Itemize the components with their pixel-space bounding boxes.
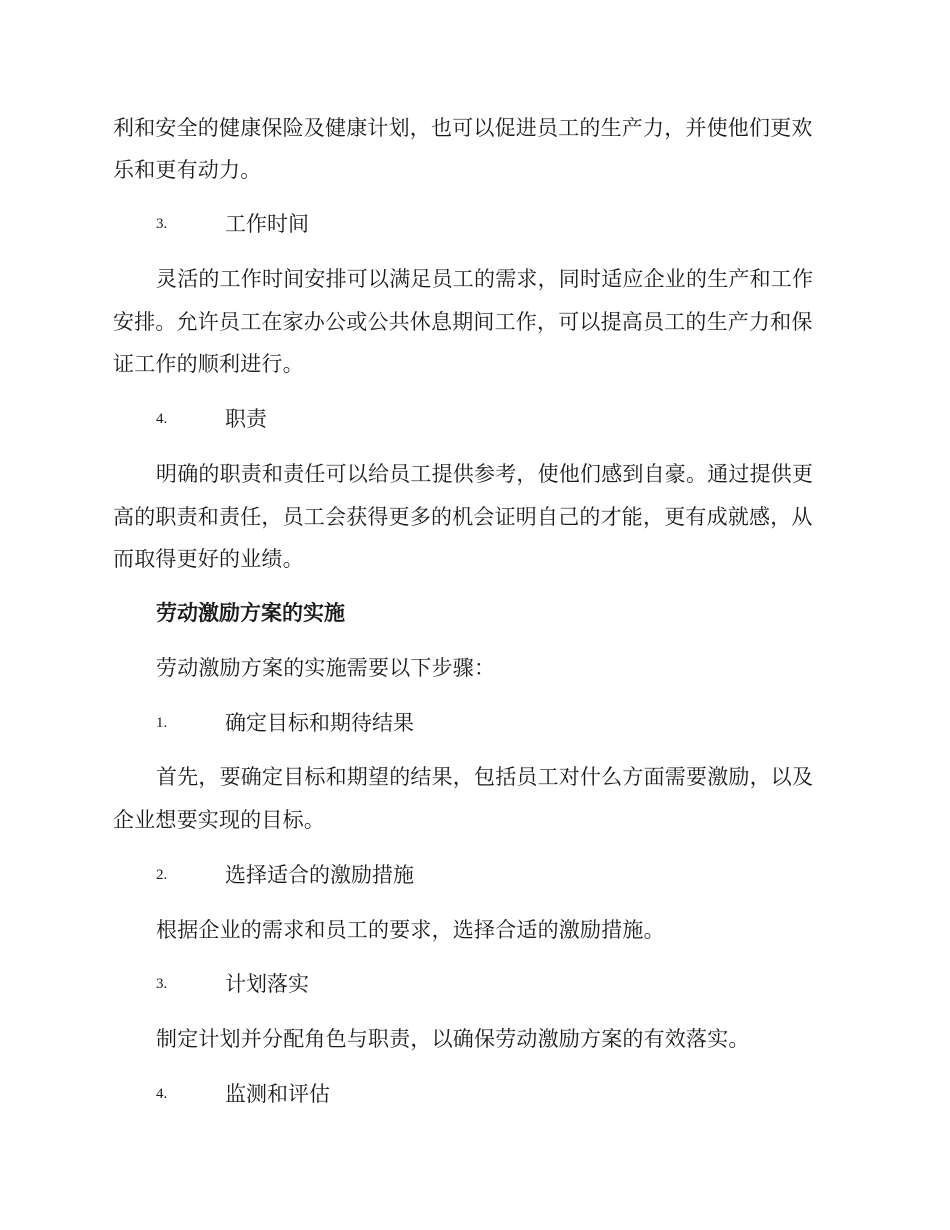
list-item-title: 工作时间 — [225, 212, 309, 236]
section-intro: 劳动激励方案的实施需要以下步骤： — [156, 656, 496, 680]
list-number: 3. — [156, 216, 168, 232]
list-number: 3. — [156, 976, 168, 992]
paragraph-line: 安排。允许员工在家办公或公共休息期间工作，可以提高员工的生产力和保 — [113, 310, 813, 334]
list-number: 4. — [156, 1086, 168, 1102]
list-number: 2. — [156, 867, 168, 883]
paragraph-line: 企业想要实现的目标。 — [113, 808, 325, 832]
paragraph-line: 根据企业的需求和员工的要求，选择合适的激励措施。 — [156, 918, 665, 942]
paragraph-line: 乐和更有动力。 — [113, 158, 262, 182]
list-item-title: 监测和评估 — [225, 1082, 330, 1106]
list-item-title: 计划落实 — [225, 972, 309, 996]
paragraph-line: 而取得更好的业绩。 — [113, 547, 304, 571]
list-item-title: 选择适合的激励措施 — [225, 863, 414, 887]
paragraph-line: 利和安全的健康保险及健康计划，也可以促进员工的生产力，并使他们更欢 — [113, 116, 813, 140]
paragraph-line: 灵活的工作时间安排可以满足员工的需求，同时适应企业的生产和工作 — [156, 267, 814, 291]
list-number: 4. — [156, 411, 168, 427]
paragraph-line: 证工作的顺利进行。 — [113, 352, 304, 376]
section-heading: 劳动激励方案的实施 — [156, 600, 345, 625]
list-item-title: 确定目标和期待结果 — [225, 711, 414, 735]
list-item-title: 职责 — [225, 407, 267, 431]
paragraph-line: 制定计划并分配角色与职责，以确保劳动激励方案的有效落实。 — [156, 1027, 750, 1051]
list-number: 1. — [156, 715, 168, 731]
paragraph-line: 首先，要确定目标和期望的结果，包括员工对什么方面需要激励，以及 — [156, 765, 814, 789]
paragraph-line: 明确的职责和责任可以给员工提供参考，使他们感到自豪。通过提供更 — [156, 462, 814, 486]
paragraph-line: 高的职责和责任，员工会获得更多的机会证明自己的才能，更有成就感，从 — [113, 505, 813, 529]
